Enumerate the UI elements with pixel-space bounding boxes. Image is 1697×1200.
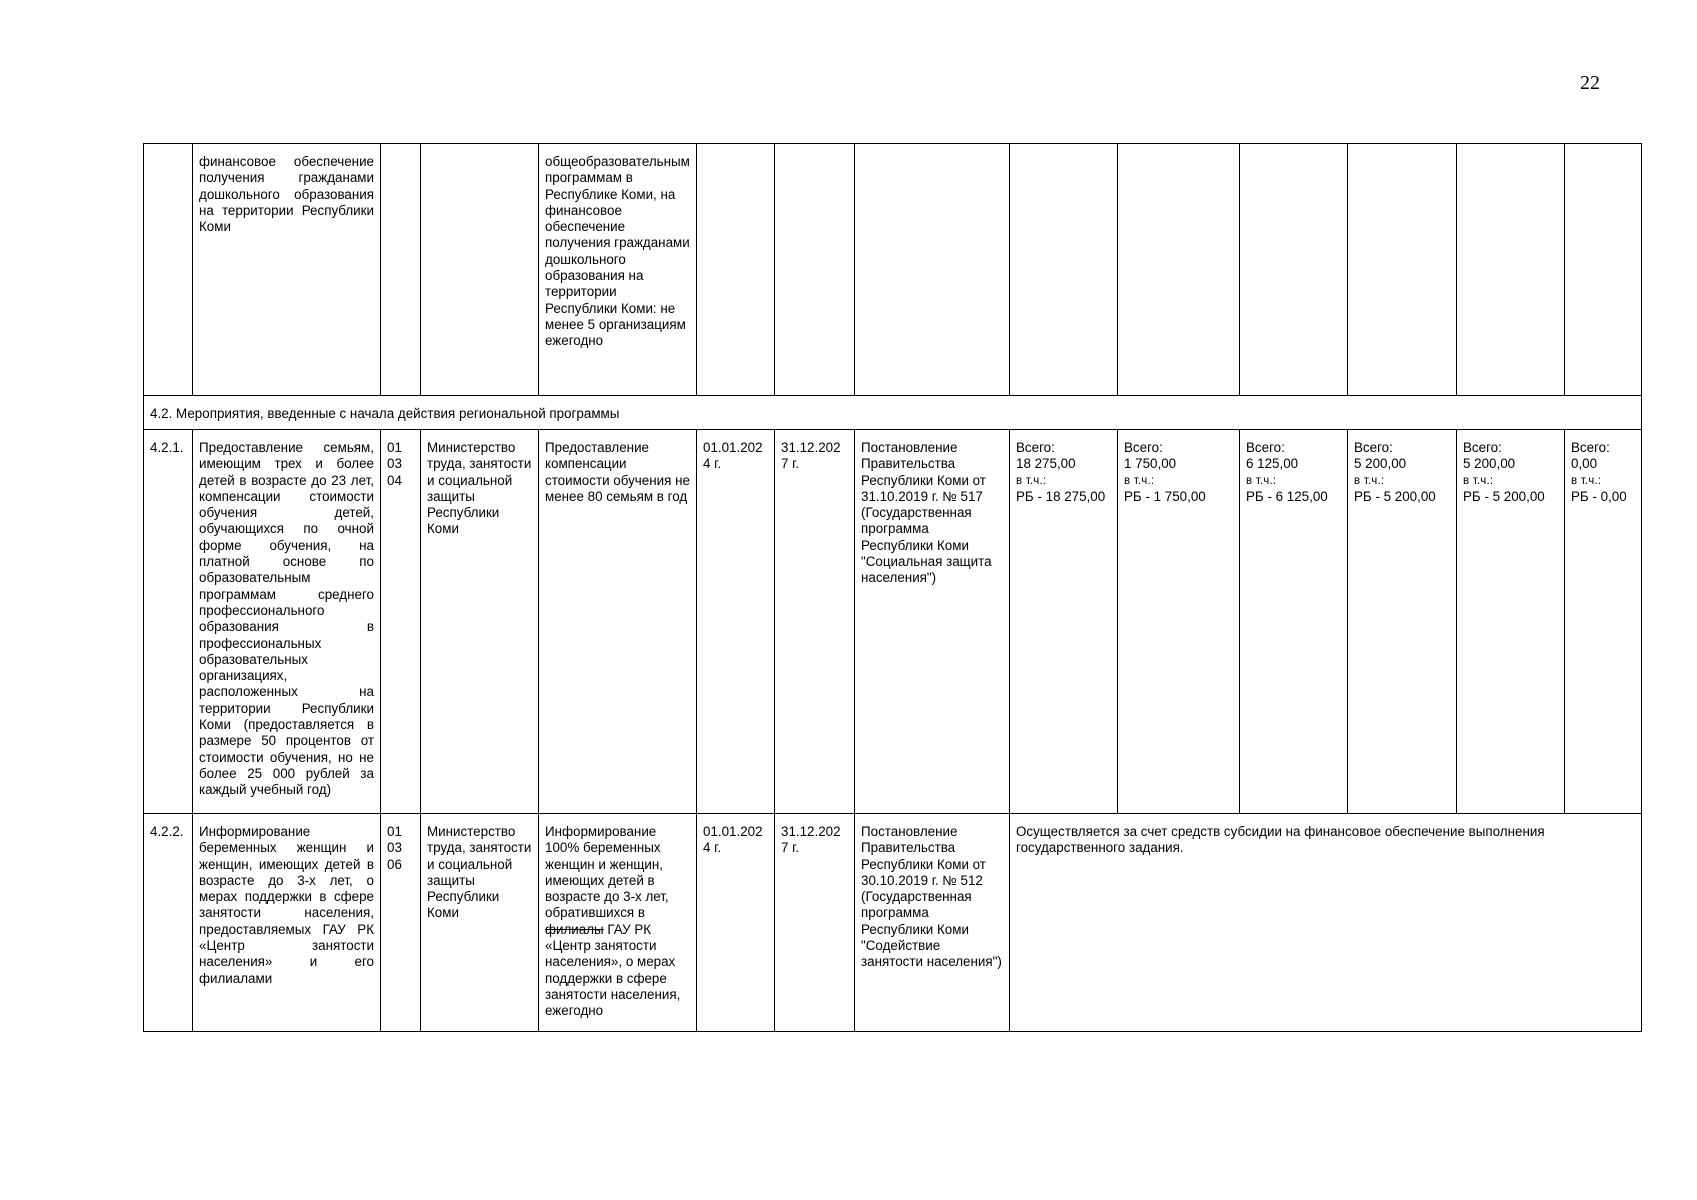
cell-finance-3	[1240, 430, 1348, 814]
cell-basis	[855, 144, 1010, 396]
result-text-struck: филиалы	[545, 921, 604, 937]
result-text-after: ГАУ РК «Центр занятости населения», о мерах поддержки в сфере занятости населения, ежегодно	[545, 921, 681, 1019]
finance-incl-label: в т.ч.:	[1571, 474, 1602, 487]
finance-total-label: Всего:	[1016, 440, 1055, 455]
cell-finance-4	[1348, 430, 1457, 814]
finance-total: 1 750,00	[1124, 456, 1177, 472]
cell-finance	[1565, 144, 1642, 396]
cell-executor: Министерство труда, занятости и социальной защиты Республики Коми	[421, 814, 539, 1032]
finance-total: 0,00	[1571, 456, 1598, 472]
finance-incl-label: в т.ч.:	[1124, 474, 1155, 487]
cell-name: Предоставление семьям, имеющим трех и более детей в возрасте до 23 лет, компенсации стоимости обучения детей, обучающихся по очной форме обучения, на платной основе по образовательным программам среднего профессионального образования в профессиональных образовательных организациях, расположенных на территории Республики Коми (предоставляется в размере 50 процентов от стоимости обучения, но не более 25 000 рублей за каждый учебный год)	[193, 430, 381, 814]
program-table	[143, 143, 1642, 1032]
finance-incl-label: в т.ч.:	[1354, 474, 1385, 487]
finance-rb: РБ - 5 200,00	[1463, 488, 1545, 504]
table-row-4-2-2	[144, 814, 1642, 1032]
cell-finance-6	[1565, 430, 1642, 814]
cell-result	[539, 814, 697, 1032]
cell-start	[697, 144, 775, 396]
section-header-row	[144, 396, 1642, 430]
page-number: 22	[1580, 72, 1600, 94]
cell-finance-5	[1457, 430, 1565, 814]
table-row-continued	[144, 144, 1642, 396]
finance-incl-label: в т.ч.:	[1463, 474, 1494, 487]
cell-executor	[421, 144, 539, 396]
finance-total-label: Всего:	[1246, 440, 1285, 455]
finance-total-label: Всего:	[1463, 440, 1502, 455]
result-text-before: Информирование 100% беременных женщин и женщин, имеющих детей в возрасте до 3-х лет, обратившихся в	[545, 824, 669, 921]
finance-total-label: Всего:	[1571, 440, 1610, 455]
cell-name: финансовое обеспечение получения гражданами дошкольного образования на территории Республики Коми	[193, 144, 381, 396]
finance-total: 5 200,00	[1354, 456, 1407, 472]
cell-codes: 01 03 04	[381, 430, 421, 814]
finance-total: 18 275,00	[1016, 456, 1076, 472]
finance-total-label: Всего:	[1124, 440, 1163, 455]
finance-incl-label: в т.ч.:	[1246, 474, 1277, 487]
cell-num	[144, 144, 193, 396]
cell-finance-2	[1118, 430, 1240, 814]
table-row-4-2-1	[144, 430, 1642, 814]
cell-finance	[1118, 144, 1240, 396]
cell-codes: 01 03 06	[381, 814, 421, 1032]
cell-finance	[1348, 144, 1457, 396]
cell-finance-note: Осуществляется за счет средств субсидии на финансовое обеспечение выполнения государственного задания.	[1010, 814, 1642, 1032]
finance-rb: РБ - 5 200,00	[1354, 488, 1436, 504]
cell-start: 01.01.2024 г.	[697, 430, 775, 814]
cell-name: Информирование беременных женщин и женщин, имеющих детей в возрасте до 3-х лет, о мерах поддержки в сфере занятости населения, предоставляемых ГАУ РК «Центр занятости населения» и его филиалами	[193, 814, 381, 1032]
finance-rb: РБ - 1 750,00	[1124, 488, 1206, 504]
cell-finance	[1240, 144, 1348, 396]
cell-codes	[381, 144, 421, 396]
cell-num: 4.2.1.	[144, 430, 193, 814]
cell-executor: Министерство труда, занятости и социальной защиты Республики Коми	[421, 430, 539, 814]
finance-rb: РБ - 0,00	[1571, 488, 1627, 504]
cell-start: 01.01.2024 г.	[697, 814, 775, 1032]
finance-total: 5 200,00	[1463, 456, 1516, 472]
cell-result: Предоставление компенсации стоимости обучения не менее 80 семьям в год	[539, 430, 697, 814]
cell-finance	[1010, 144, 1118, 396]
cell-end	[775, 144, 855, 396]
cell-end: 31.12.2027 г.	[775, 430, 855, 814]
finance-total-label: Всего:	[1354, 440, 1393, 455]
finance-rb: РБ - 18 275,00	[1016, 488, 1106, 504]
cell-basis: Постановление Правительства Республики Коми от 30.10.2019 г. № 512 (Государственная программа Республики Коми "Содействие занятости населения")	[855, 814, 1010, 1032]
cell-finance	[1457, 144, 1565, 396]
cell-num: 4.2.2.	[144, 814, 193, 1032]
finance-rb: РБ - 6 125,00	[1246, 488, 1328, 504]
cell-finance-1	[1010, 430, 1118, 814]
section-header: 4.2. Мероприятия, введенные с начала действия региональной программы	[144, 396, 1642, 430]
finance-incl-label: в т.ч.:	[1016, 474, 1047, 487]
cell-end: 31.12.2027 г.	[775, 814, 855, 1032]
cell-result: общеобразовательным программам в Республике Коми, на финансовое обеспечение получения гражданами дошкольного образования на территории Республики Коми: не менее 5 организациям ежегодно	[539, 144, 697, 396]
cell-basis: Постановление Правительства Республики Коми от 31.10.2019 г. № 517 (Государственная программа Республики Коми "Социальная защита населения")	[855, 430, 1010, 814]
finance-total: 6 125,00	[1246, 456, 1299, 472]
